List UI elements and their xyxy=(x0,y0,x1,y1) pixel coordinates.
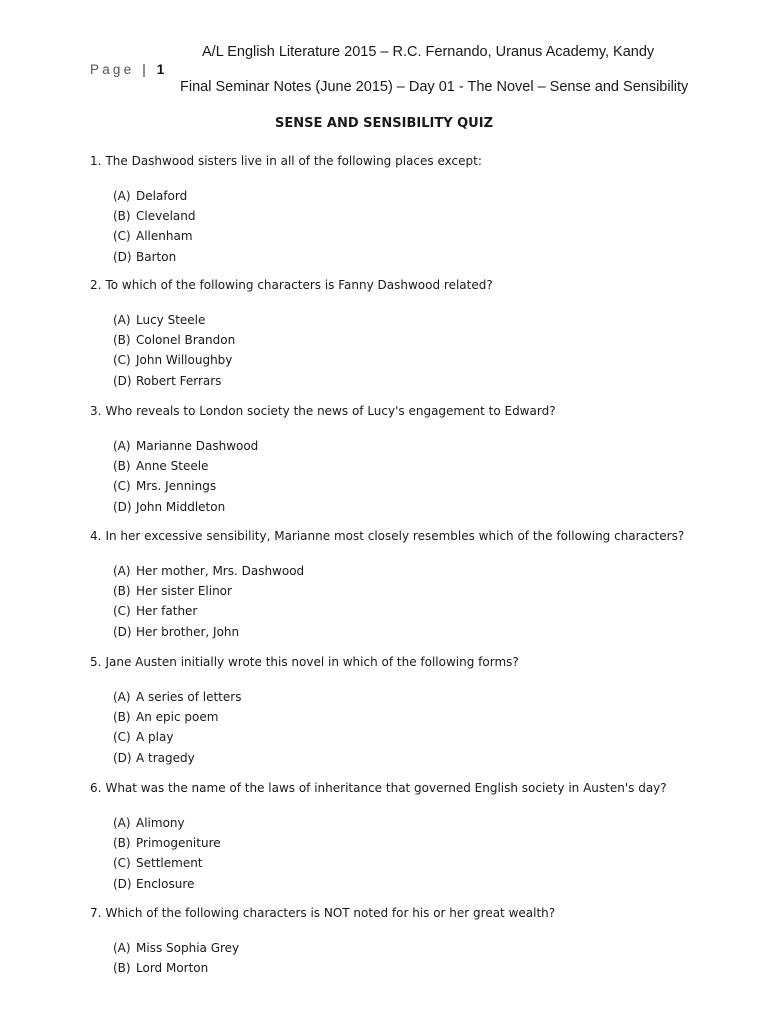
option-text: A play xyxy=(136,730,174,745)
option-text: Lucy Steele xyxy=(136,313,206,327)
option-item xyxy=(90,310,493,330)
option-text: Delaford xyxy=(136,189,188,203)
question-number: 3. xyxy=(90,404,102,418)
option-text: Mrs. Jennings xyxy=(136,479,217,494)
option-letter: (B) xyxy=(113,710,131,725)
page-separator: | xyxy=(142,62,146,77)
option-item xyxy=(90,958,555,978)
option-letter: (B) xyxy=(113,584,131,599)
page-indicator xyxy=(90,62,164,77)
question-number: 4. xyxy=(90,529,102,543)
option-letter: (B) xyxy=(113,836,131,851)
option-text: Lord Morton xyxy=(136,961,209,976)
option-letter: (D) xyxy=(113,373,132,388)
option-text: Her father xyxy=(136,604,198,619)
header-seminar-line: Final Seminar Notes (June 2015) – Day 01 - The Novel – Sense and Sensibility xyxy=(180,79,689,95)
option-item xyxy=(90,247,482,267)
option-list xyxy=(90,561,684,642)
option-item xyxy=(90,226,482,246)
option-text: Robert Ferrars xyxy=(136,373,222,388)
option-list xyxy=(90,687,519,768)
option-text: Alimony xyxy=(136,816,185,830)
option-list xyxy=(90,310,493,391)
page-number: 1 xyxy=(156,62,165,77)
option-item xyxy=(90,853,667,873)
question-text xyxy=(90,275,493,295)
option-list xyxy=(90,186,482,267)
option-letter: (C) xyxy=(113,730,131,745)
option-text: Her sister Elinor xyxy=(136,584,232,599)
question-number: 6. xyxy=(90,781,102,795)
option-text: Allenham xyxy=(136,229,193,244)
option-item xyxy=(90,748,519,768)
option-letter: (B) xyxy=(113,209,131,224)
option-item xyxy=(90,330,493,350)
option-text: Her mother, Mrs. Dashwood xyxy=(136,564,305,578)
option-list xyxy=(90,436,556,517)
option-letter: (C) xyxy=(113,353,131,368)
question-text xyxy=(90,652,519,672)
question-text xyxy=(90,526,684,546)
option-item xyxy=(90,206,482,226)
question-prompt: Which of the following characters is NOT noted for his or her great wealth? xyxy=(105,906,556,920)
option-text: A series of letters xyxy=(136,690,242,704)
option-letter: (D) xyxy=(113,624,132,639)
option-text: Primogeniture xyxy=(136,836,221,851)
option-item xyxy=(90,561,684,581)
question-text xyxy=(90,903,555,923)
option-letter: (D) xyxy=(113,499,132,514)
question-prompt: Who reveals to London society the news of Lucy's engagement to Edward? xyxy=(105,404,556,418)
question-7 xyxy=(90,903,555,978)
option-text: Miss Sophia Grey xyxy=(136,941,240,955)
question-3 xyxy=(90,401,556,517)
option-letter: (C) xyxy=(113,856,131,871)
option-item xyxy=(90,186,482,206)
option-letter: (B) xyxy=(113,459,131,474)
option-text: Settlement xyxy=(136,856,203,871)
quiz-title: SENSE AND SENSIBILITY QUIZ xyxy=(274,116,494,131)
question-number: 5. xyxy=(90,655,102,669)
option-list xyxy=(90,813,667,894)
option-letter: (A) xyxy=(113,816,131,830)
option-item xyxy=(90,813,667,833)
option-text: Colonel Brandon xyxy=(136,333,236,348)
option-letter: (A) xyxy=(113,439,131,453)
option-letter: (C) xyxy=(113,479,131,494)
question-number: 1. xyxy=(90,154,102,168)
option-letter: (B) xyxy=(113,333,131,348)
option-item xyxy=(90,350,493,370)
option-text: Marianne Dashwood xyxy=(136,439,259,453)
option-item xyxy=(90,727,519,747)
option-letter: (D) xyxy=(113,876,132,891)
option-item xyxy=(90,497,556,517)
option-letter: (C) xyxy=(113,229,131,244)
option-letter: (A) xyxy=(113,564,131,578)
option-item xyxy=(90,371,493,391)
option-item xyxy=(90,476,556,496)
question-prompt: To which of the following characters is Fanny Dashwood related? xyxy=(105,278,493,292)
option-text: A tragedy xyxy=(136,750,195,765)
option-text: John Willoughby xyxy=(136,353,233,368)
option-text: Barton xyxy=(136,249,177,264)
option-text: Anne Steele xyxy=(136,459,209,474)
option-text: An epic poem xyxy=(136,710,219,725)
option-text: Cleveland xyxy=(136,209,196,224)
option-letter: (D) xyxy=(113,750,132,765)
option-letter: (A) xyxy=(113,313,131,327)
option-item xyxy=(90,456,556,476)
question-text xyxy=(90,151,482,171)
option-item xyxy=(90,622,684,642)
question-6 xyxy=(90,778,667,894)
question-1 xyxy=(90,151,482,267)
option-item xyxy=(90,938,555,958)
option-item xyxy=(90,581,684,601)
option-item xyxy=(90,833,667,853)
question-number: 2. xyxy=(90,278,102,292)
option-letter: (D) xyxy=(113,249,132,264)
page-label: Page xyxy=(90,62,135,77)
option-letter: (A) xyxy=(113,941,131,955)
option-item xyxy=(90,601,684,621)
question-prompt: The Dashwood sisters live in all of the following places except: xyxy=(105,154,482,168)
question-4 xyxy=(90,526,684,642)
option-text: John Middleton xyxy=(136,499,226,514)
option-item xyxy=(90,707,519,727)
option-letter: (B) xyxy=(113,961,131,976)
question-5 xyxy=(90,652,519,768)
option-text: Her brother, John xyxy=(136,624,240,639)
option-item xyxy=(90,687,519,707)
question-text xyxy=(90,778,667,798)
option-list xyxy=(90,938,555,978)
option-text: Enclosure xyxy=(136,876,195,891)
option-item xyxy=(90,874,667,894)
question-prompt: Jane Austen initially wrote this novel in which of the following forms? xyxy=(105,655,519,669)
question-text xyxy=(90,401,556,421)
option-item xyxy=(90,436,556,456)
option-letter: (A) xyxy=(113,189,131,203)
question-number: 7. xyxy=(90,906,102,920)
question-prompt: In her excessive sensibility, Marianne most closely resembles which of the following characters? xyxy=(105,529,685,543)
header-course-line: A/L English Literature 2015 – R.C. Fernando, Uranus Academy, Kandy xyxy=(202,44,655,60)
option-letter: (C) xyxy=(113,604,131,619)
option-letter: (A) xyxy=(113,690,131,704)
question-prompt: What was the name of the laws of inheritance that governed English society in Austen's day? xyxy=(105,781,667,795)
question-2 xyxy=(90,275,493,391)
